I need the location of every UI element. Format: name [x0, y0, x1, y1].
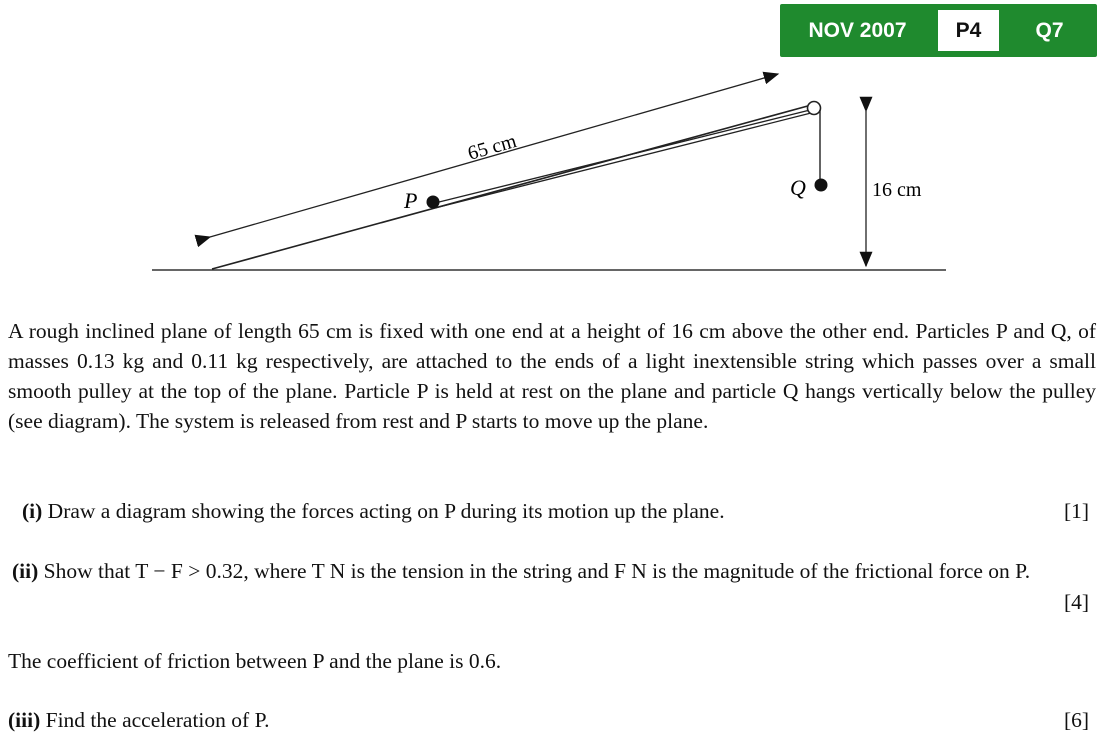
- part-iii-text: Find the acceleration of P.: [45, 708, 270, 732]
- label-q: Q: [790, 175, 806, 200]
- part-iii-label: (iii): [8, 708, 41, 732]
- part-i-label: (i): [22, 499, 43, 523]
- part-i-marks: [1]: [1064, 499, 1090, 523]
- part-ii-text: Show that T − F > 0.32, where T N is the tension in the string and F N is the magnitude of the frictional force on P.: [43, 559, 1031, 583]
- part-i-text: Draw a diagram showing the forces acting on P during its motion up the plane.: [47, 499, 725, 523]
- badge-question: Q7: [1035, 19, 1064, 42]
- badge-session: NOV 2007: [808, 19, 907, 42]
- friction-note: The coefficient of friction between P and the plane is 0.6.: [8, 649, 502, 673]
- height-label: 16 cm: [872, 179, 922, 201]
- part-ii-marks: [4]: [1064, 590, 1090, 614]
- part-ii-label: (ii): [12, 559, 39, 583]
- question-intro: A rough inclined plane of length 65 cm is fixed with one end at a height of 16 cm above the other end. Particles P and Q, of masses 0.13 kg and 0.11 kg respectively, are attached to the ends of a light inextensible string which passes over a small smooth pulley at the top of the plane. Particle P is held at rest on the plane and particle Q hangs vertically below the pulley (see diagram). The system is released from rest and P starts to move up the plane.: [8, 319, 1096, 433]
- particle-q: [815, 179, 828, 192]
- particle-p: [427, 196, 440, 209]
- part-i: [22, 496, 922, 526]
- pulley: [808, 102, 821, 115]
- label-p: P: [404, 188, 418, 213]
- badge-paper: P4: [938, 10, 999, 51]
- part-iii-marks: [6]: [1064, 708, 1090, 732]
- incline-plane: [212, 104, 815, 269]
- part-iii: [8, 705, 908, 734]
- length-label: 65 cm: [465, 130, 519, 165]
- incline-diagram: [0, 0, 1100, 300]
- part-ii: [12, 556, 1097, 586]
